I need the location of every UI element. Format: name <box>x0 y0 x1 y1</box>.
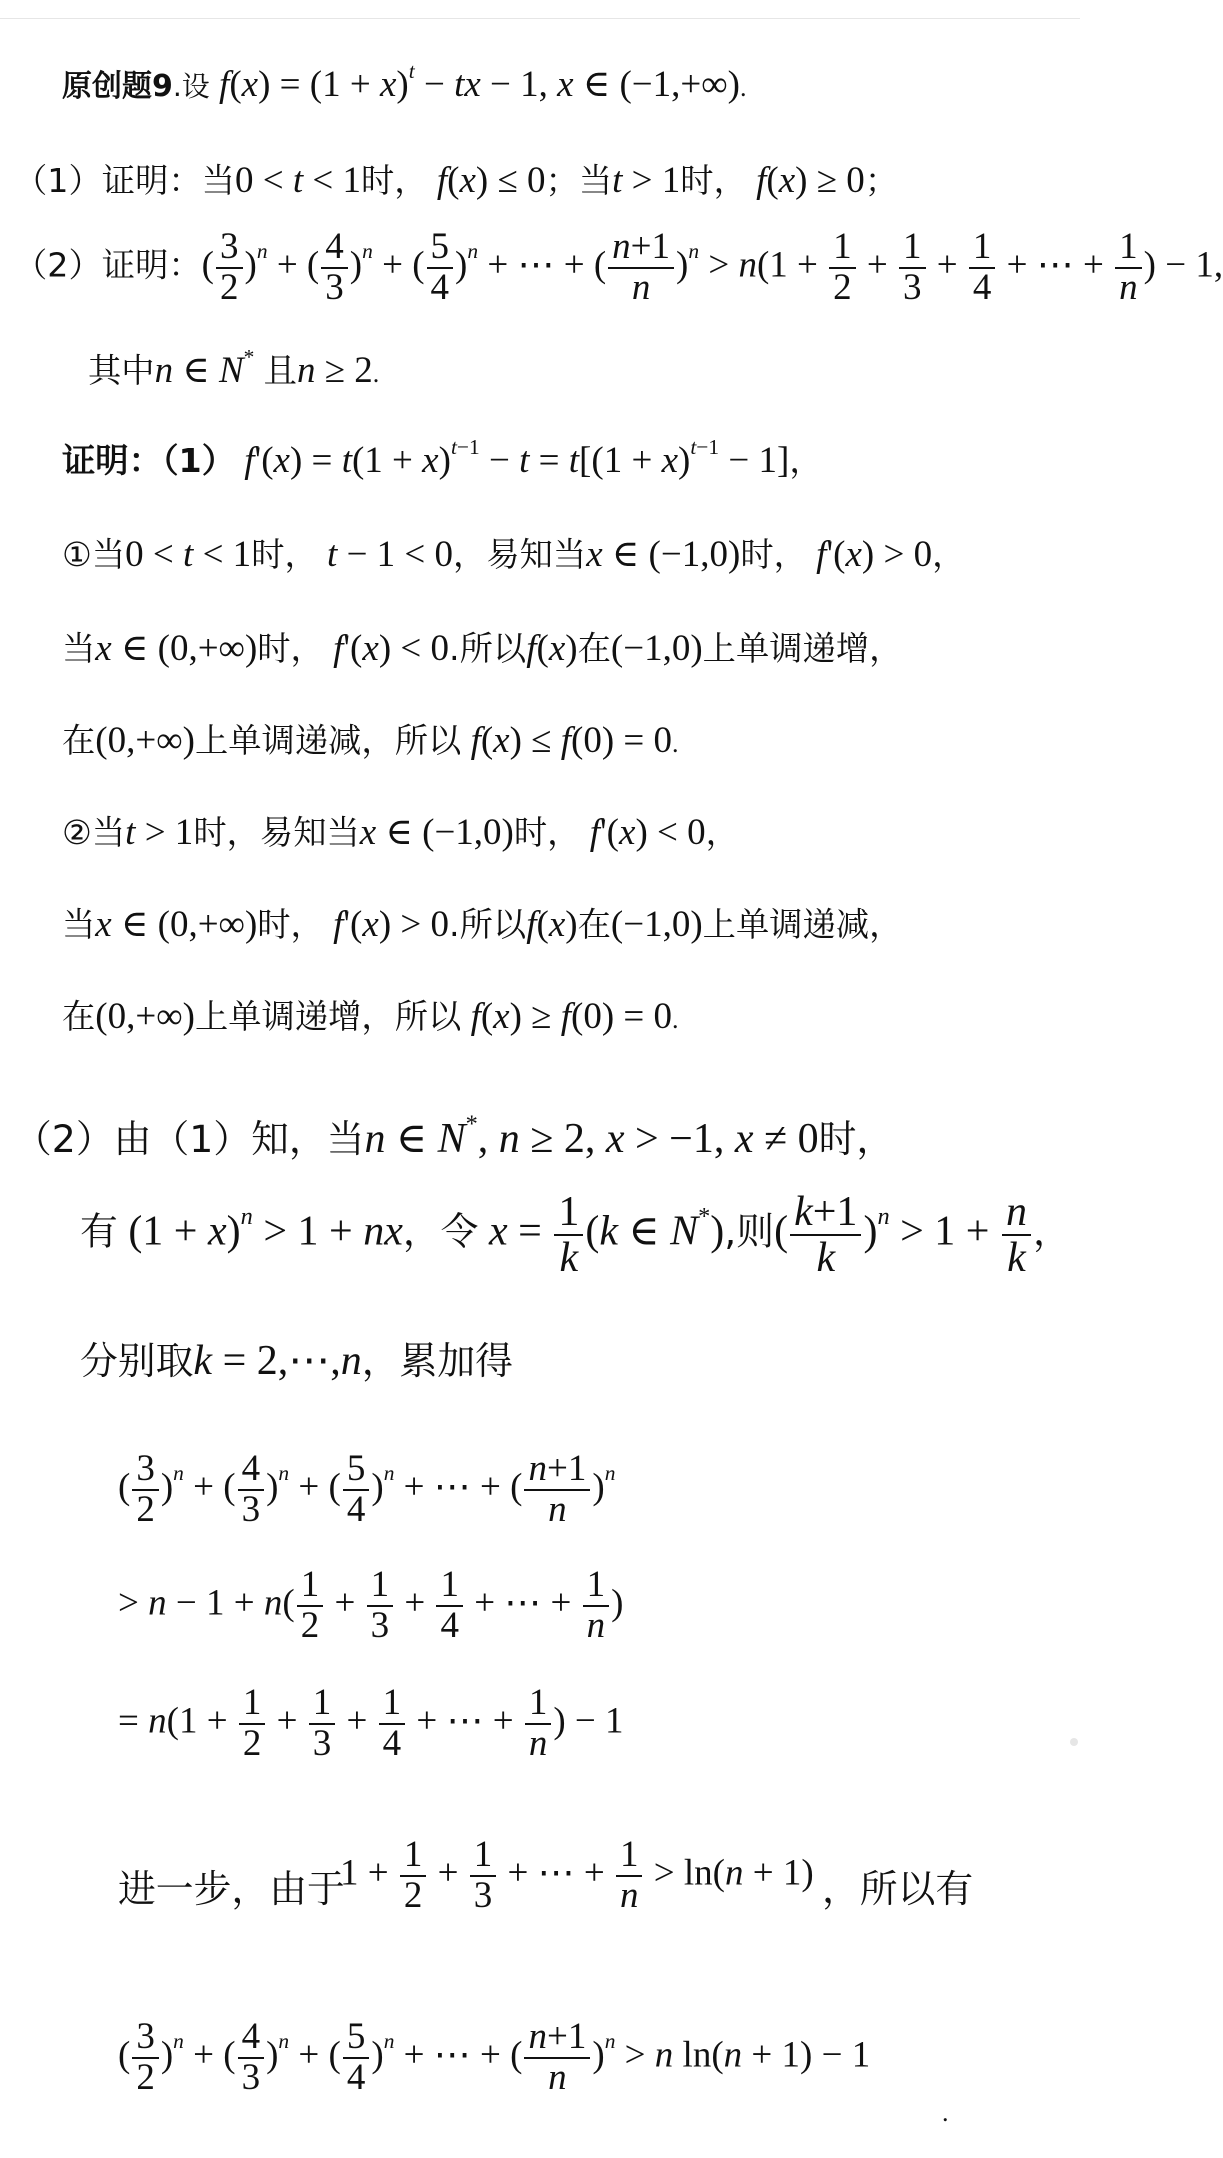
part2: （2）证明：( $\frac{3}{2}$ )$^n$ + ( $\frac{4}{3}$ )$^n$ + ( $\frac{5}{4}$ )$^n$ + ⋯ + ( $\frac{n+1}{n}$ )$^n$ > n(1 + $\frac{1}{2}$ + $\frac{1}{3}$ + $\frac{1}{4}$ + ⋯ + $\frac{1}{n}$ ) − 1, <box>14 226 1223 308</box>
final-inequality: ( $\frac{3}{2}$ )$^n$ + ( $\frac{4}{3}$ )$^n$ + ( $\frac{5}{4}$ )$^n$ + ⋯ + ( $\frac{n+1}{n}$ )$^n$ > n ln(n + 1) − 1 <box>118 2016 871 2098</box>
proof1-case2-b: 当x ∈ (0,+∞)时， f'(x) > 0.所以f(x)在(−1,0)上单调递减， <box>62 904 903 945</box>
problem-statement: 原创题9.设 $f(x) = (1 + x)^t$ − tx − 1, x ∈ (−1,+∞). <box>62 58 747 105</box>
sum-line-3: = n(1 + $\frac{1}{2}$ + $\frac{1}{3}$ + $\frac{1}{4}$ + ⋯ + $\frac{1}{n}$ ) − 1 <box>118 1682 624 1764</box>
proof2-further <box>118 1868 345 1910</box>
problem-set: .设 <box>172 70 210 103</box>
edge-mark <box>1070 1738 1078 1746</box>
proof1-header: 证明：（1） <box>62 441 236 480</box>
proof1-case2-a: ②当t > 1时，易知当x ∈ (−1,0)时， f'(x) < 0， <box>62 812 739 853</box>
proof2-take: 分别取k = 2,⋯,n，累加得 <box>80 1338 513 1384</box>
further-label: 进一步，由于 <box>118 1867 345 1911</box>
sum-line-2: > n − 1 + n( $\frac{1}{2}$ + $\frac{1}{3}$ + $\frac{1}{4}$ + ⋯ + $\frac{1}{n}$ ) <box>118 1564 624 1646</box>
final-dot: . <box>942 2098 949 2127</box>
problem-definition: $f(x) = (1 + x)^t$ − tx − 1, x ∈ (−1,+∞) <box>219 58 740 105</box>
top-divider <box>0 18 1080 19</box>
proof1-case1-b: 当x ∈ (0,+∞)时， f'(x) < 0.所以f(x)在(−1,0)上单调递增， <box>62 628 903 669</box>
proof1-derivative: 证明：（1） $f'(x) = t(1 + x)^{t-1} - t = t[(1 + x)^{t-1} - 1]$， <box>62 434 823 481</box>
proof1-case1-c: 在(0,+∞)上单调递减，所以 f(x) ≤ f(0) = 0. <box>62 720 679 761</box>
part2-condition: 其中n ∈ N* 且n ≥ 2. <box>88 344 380 391</box>
proof1-case2-c: 在(0,+∞)上单调递增，所以 f(x) ≥ f(0) = 0. <box>62 996 679 1037</box>
so-label: ，所以有 <box>822 1867 974 1911</box>
proof2-intro: （2）由（1）知，当n ∈ N*, n ≥ 2, x > −1, x ≠ 0时， <box>14 1110 895 1162</box>
part1: （1）证明：当0 < t < 1时， f(x) ≤ 0；当t > 1时， f(x) ≥ 0； <box>14 160 899 201</box>
problem-label: 原创题9 <box>62 69 173 104</box>
sum-line-1: ( $\frac{3}{2}$ )$^n$ + ( $\frac{4}{3}$ )$^n$ + ( $\frac{5}{4}$ )$^n$ + ⋯ + ( $\frac{n+1}{n}$ )$^n$ <box>118 1448 616 1530</box>
proof2-so <box>822 1868 973 1910</box>
harmonic-inequality: 1 + $\frac{1}{2}$ + $\frac{1}{3}$ + ⋯ + $\frac{1}{n}$ > ln(n + 1) <box>340 1834 814 1916</box>
proof1-case1-a: ①当0 < t < 1时， t − 1 < 0，易知当x ∈ (−1,0)时， f'(x) > 0， <box>62 534 966 575</box>
proof2-bernoulli: 有 $(1 + x)^n > 1$ + nx，令 x = $\frac{1}{k}$ (k ∈ N*),则( $\frac{k+1}{k}$ )$^n$ > 1 + $\frac{n}{k}$ ， <box>80 1189 1071 1282</box>
